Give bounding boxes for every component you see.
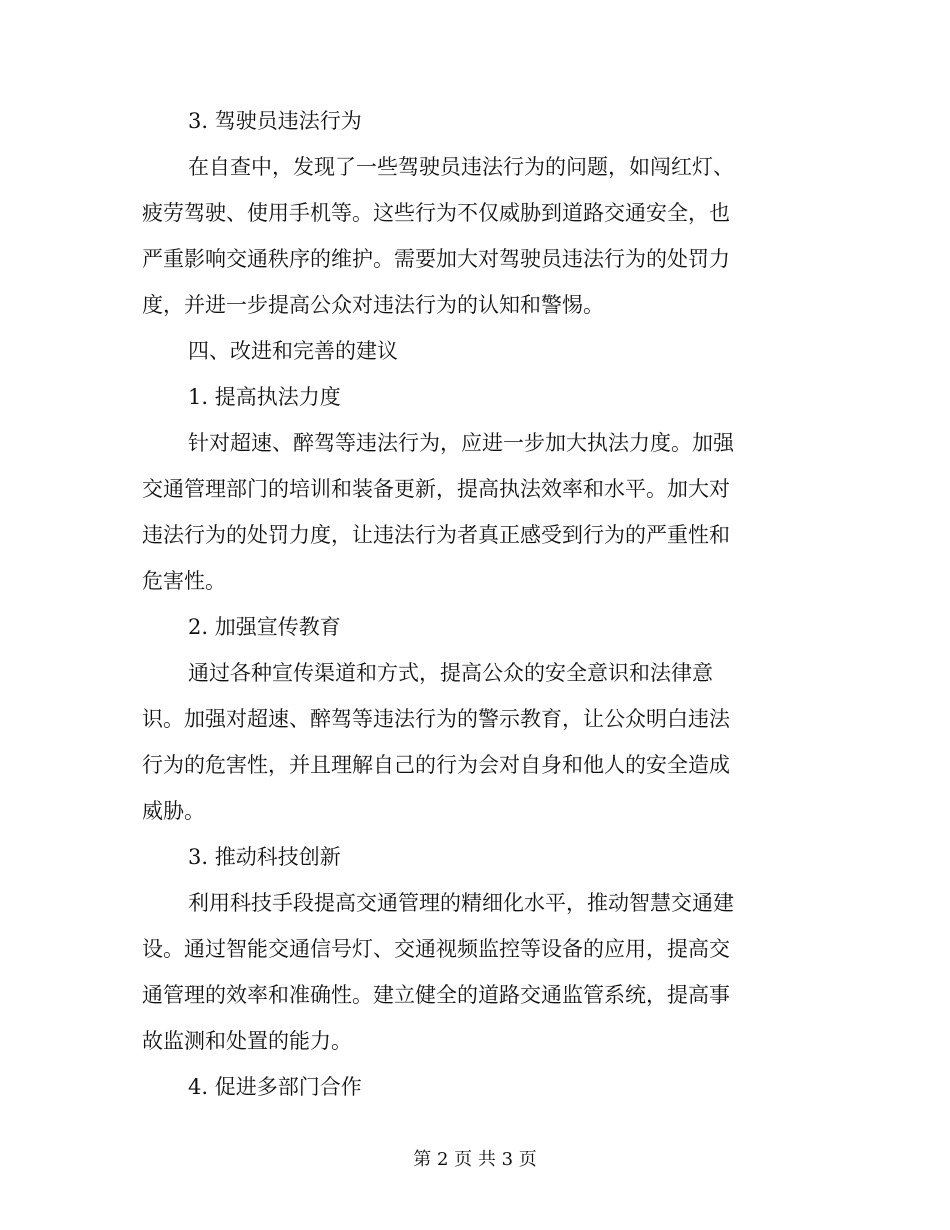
paragraph-line: 度，并进一步提高公众对违法行为的认知和警惕。 — [142, 293, 604, 317]
paragraph-line: 利用科技手段提高交通管理的精细化水平，推动智慧交通建 — [188, 891, 734, 915]
paragraph-line: 行为的危害性，并且理解自己的行为会对自身和他人的安全造成 — [142, 753, 730, 777]
heading-3-driver-violations: 3. 驾驶员违法行为 — [188, 109, 362, 133]
paragraph-line: 针对超速、醉驾等违法行为，应进一步加大执法力度。加强 — [188, 431, 734, 455]
section-heading-four: 四、改进和完善的建议 — [188, 339, 398, 363]
page-number-footer: 第 2 页 共 3 页 — [413, 1149, 537, 1170]
paragraph-line: 威胁。 — [142, 799, 205, 823]
heading-2-publicity: 2. 加强宣传教育 — [188, 615, 341, 639]
paragraph-line: 识。加强对超速、醉驾等违法行为的警示教育，让公众明白违法 — [142, 707, 730, 731]
paragraph-line: 违法行为的处罚力度，让违法行为者真正感受到行为的严重性和 — [142, 523, 730, 547]
heading-4-cooperation: 4. 促进多部门合作 — [188, 1075, 362, 1099]
heading-1-enforcement: 1. 提高执法力度 — [188, 385, 341, 409]
paragraph-line: 故监测和处置的能力。 — [142, 1029, 352, 1053]
heading-3-technology: 3. 推动科技创新 — [188, 845, 341, 869]
paragraph-line: 交通管理部门的培训和装备更新，提高执法效率和水平。加大对 — [142, 477, 730, 501]
paragraph-line: 通过各种宣传渠道和方式，提高公众的安全意识和法律意 — [188, 661, 713, 685]
paragraph-line: 设。通过智能交通信号灯、交通视频监控等设备的应用，提高交 — [142, 937, 730, 961]
paragraph-line: 在自查中，发现了一些驾驶员违法行为的问题，如闯红灯、 — [188, 155, 734, 179]
paragraph-line: 严重影响交通秩序的维护。需要加大对驾驶员违法行为的处罚力 — [142, 247, 730, 271]
paragraph-line: 通管理的效率和准确性。建立健全的道路交通监管系统，提高事 — [142, 983, 730, 1007]
paragraph-line: 疲劳驾驶、使用手机等。这些行为不仅威胁到道路交通安全，也 — [142, 201, 730, 225]
paragraph-line: 危害性。 — [142, 569, 226, 593]
